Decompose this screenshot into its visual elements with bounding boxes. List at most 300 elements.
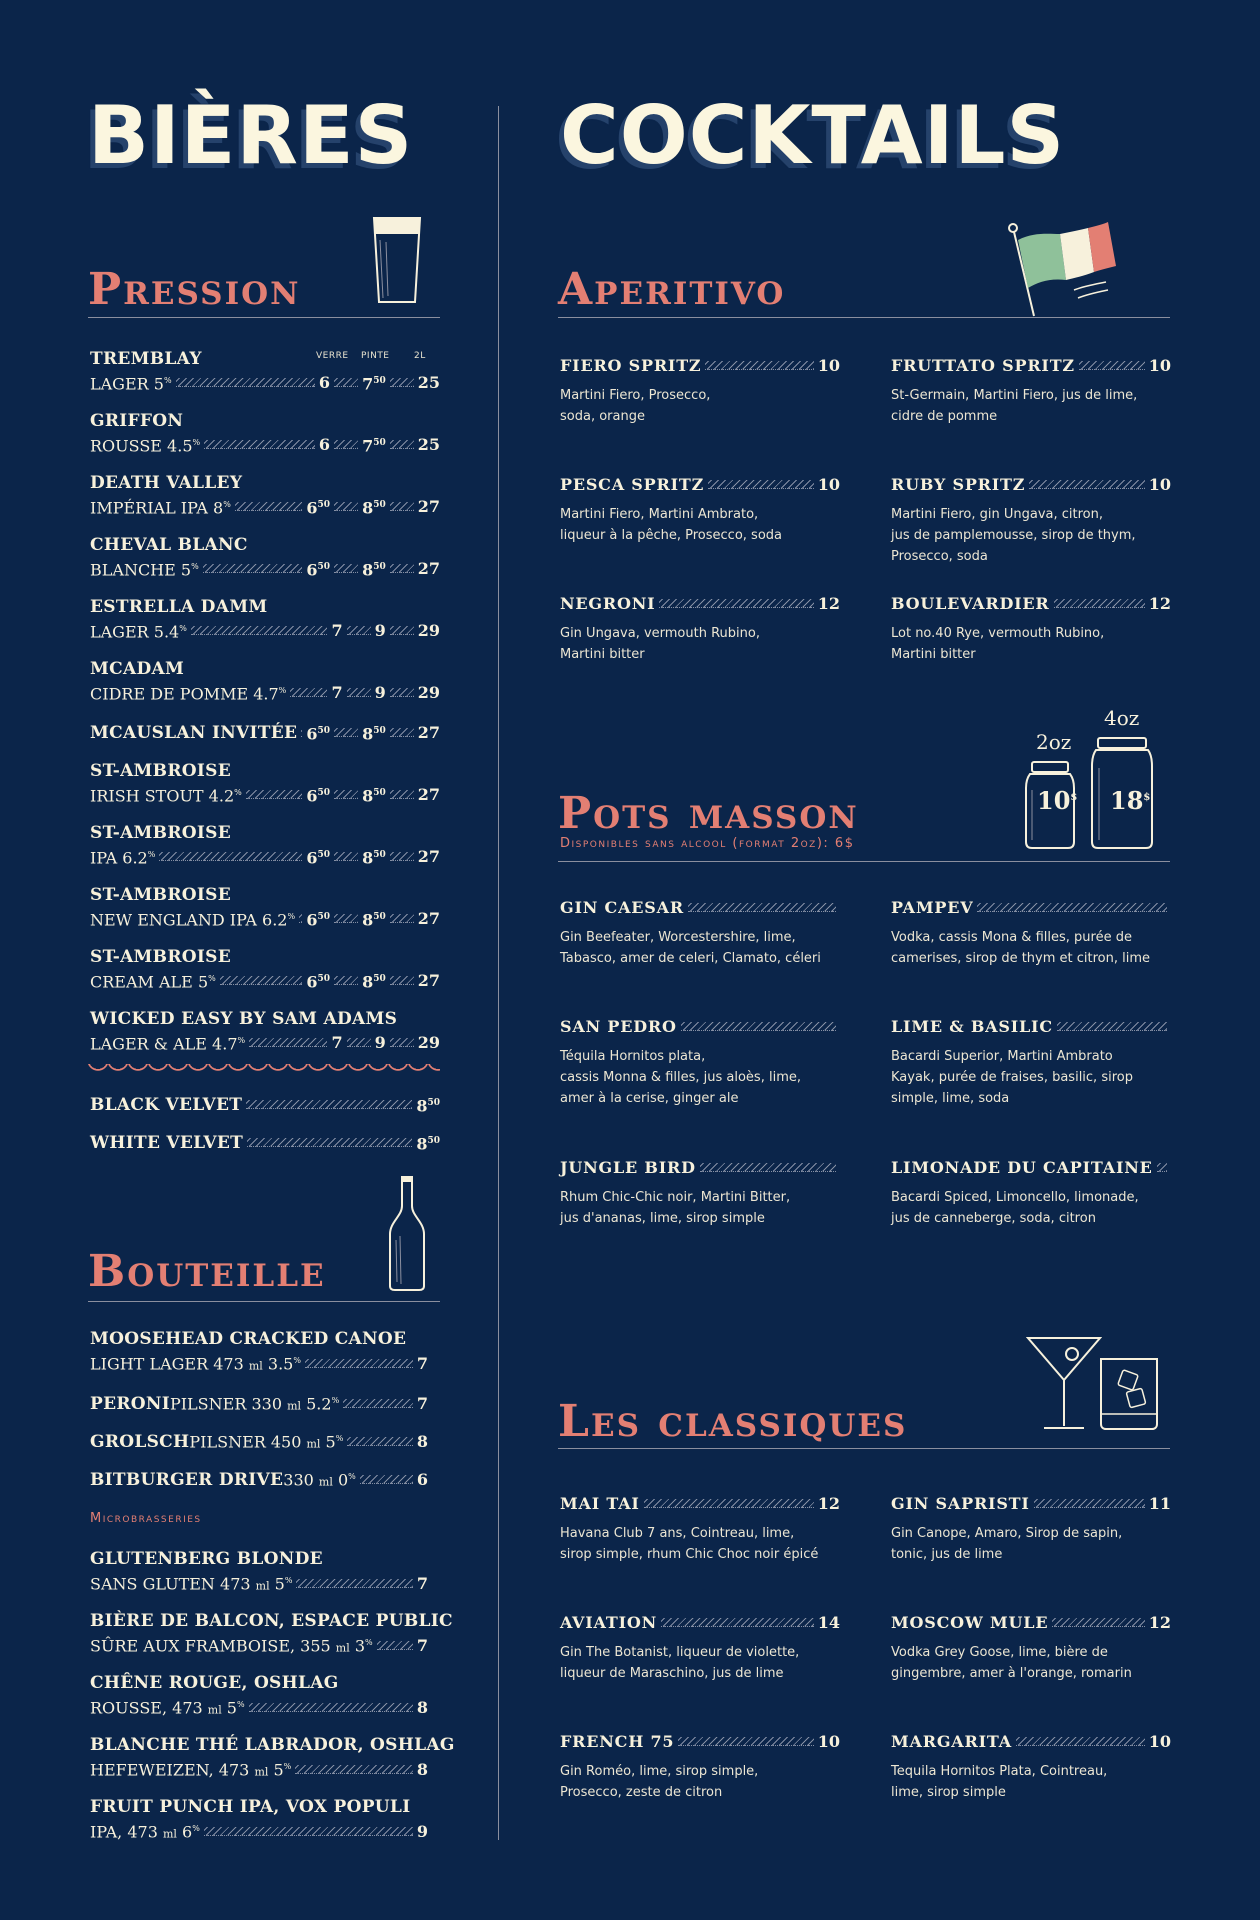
beer-style: CREAM ALE 5%: [90, 972, 216, 992]
abv-unit: %: [192, 1824, 200, 1833]
cocktail-description: Martini Fiero, Prosecco, soda, orange: [560, 388, 711, 424]
beer-name: MCADAM: [90, 659, 185, 679]
price-pinte: 9: [374, 620, 386, 640]
cocktail-title-line: [891, 898, 1171, 917]
abv-unit: %: [163, 376, 172, 385]
classiques-heading: Les classiques: [558, 1396, 908, 1447]
price-pinte-cents: 50: [373, 912, 386, 922]
volume-unit: ml: [318, 1475, 333, 1489]
cocktail-name: BOULEVARDIER: [891, 594, 1050, 613]
price-cents: 50: [427, 1098, 440, 1108]
dotted-leader: [334, 564, 358, 573]
beer-name: WICKED EASY BY SAM ADAMS: [90, 1009, 398, 1029]
abv-unit: %: [287, 912, 296, 921]
dotted-leader: [1052, 1618, 1144, 1627]
cocktail-title-line: [891, 1732, 1171, 1751]
cocktail-description: Téquila Hornitos plata, cassis Monna & filles, jus aloès, lime, amer à la cerise, ginger ale: [560, 1049, 801, 1106]
price-pinte: $8^{50}$: [362, 848, 386, 868]
bottle-line: [90, 1428, 428, 1455]
abv-unit: %: [284, 1576, 293, 1585]
dotted-leader: [977, 903, 1167, 912]
pression-line: [90, 494, 440, 519]
price-pinte-cents: 50: [373, 788, 386, 798]
cocktail-title-line: [560, 356, 840, 375]
dotted-leader: [377, 1641, 413, 1650]
jar-large-price: [1110, 786, 1150, 815]
beer-name: ST-AMBROISE: [90, 947, 231, 967]
cocktail-price: 10: [1148, 1732, 1171, 1751]
dotted-leader: [191, 626, 328, 635]
aperitivo-rule: [558, 317, 1170, 318]
dotted-leader: [1079, 361, 1145, 370]
dotted-leader: [661, 1618, 814, 1627]
cocktail-price: 14: [817, 1613, 840, 1632]
abv-unit: %: [293, 1356, 301, 1365]
cocktail-title-line: [560, 1732, 840, 1751]
column-divider: [498, 106, 499, 1840]
cocktail-description: Bacardi Superior, Martini Ambrato Kayak, purée de fraises, basilic, sirop simple, lime, soda: [891, 1049, 1133, 1106]
beer-name: GROLSCH: [90, 1431, 190, 1452]
price-pinte-cents: 50: [373, 562, 386, 572]
cocktail-title-line: [560, 1494, 840, 1513]
pression-item: [90, 596, 440, 643]
pression-line: [90, 1030, 440, 1055]
beer-detail: ROUSSE, 473 ml 5%: [90, 1698, 245, 1718]
volume-unit: ml: [335, 1641, 350, 1655]
price-pinte: $8^{50}$: [362, 786, 386, 806]
cocktail-item: [560, 356, 840, 427]
dotted-leader: [343, 1399, 413, 1408]
cocktail-name: GIN CAESAR: [560, 898, 684, 917]
col-pinte-label: PINTE: [361, 351, 390, 361]
price-2l: 29: [417, 682, 440, 702]
abv-unit: %: [331, 1396, 340, 1405]
beer-detail: 330 ml 0%: [283, 1470, 356, 1490]
price-verre-cents: 50: [317, 912, 331, 922]
beer-name: CHÊNE ROUGE, OSHLAG: [90, 1673, 339, 1693]
price: 7: [416, 1573, 428, 1593]
beer-name: ST-AMBROISE: [90, 761, 231, 781]
price: 8: [416, 1431, 428, 1451]
bottle-item: [90, 1610, 453, 1659]
pression-item: [90, 822, 440, 869]
cocktail-item: [891, 594, 1171, 665]
price-verre: $6^{50}$: [306, 972, 331, 992]
beer-detail: SÛRE AUX FRAMBOISE, 355 ml 3%: [90, 1636, 373, 1656]
dotted-leader: [390, 626, 414, 635]
dotted-leader: [390, 440, 414, 449]
price-verre: 6: [318, 434, 331, 454]
bouteille-heading: Bouteille: [88, 1246, 326, 1297]
bottle-line: [90, 1694, 428, 1721]
dotted-leader: [334, 728, 358, 737]
beer-style: LAGER & ALE 4.7%: [90, 1034, 246, 1054]
beer-style: BLANCHE 5%: [90, 560, 199, 580]
dotted-leader: [249, 1038, 327, 1047]
pression-item: [90, 760, 440, 807]
abv-unit: %: [192, 438, 201, 447]
pots-heading: Pots masson: [558, 788, 859, 839]
dotted-leader: [688, 903, 836, 912]
cocktail-price: 10: [817, 1732, 840, 1751]
price: 8: [416, 1697, 428, 1717]
price-verre-cents: 50: [317, 974, 331, 984]
beer-name: ESTRELLA DAMM: [90, 597, 268, 617]
cocktail-title-line: [891, 356, 1171, 375]
cocktail-title-line: [891, 1613, 1171, 1632]
beer-name: ST-AMBROISE: [90, 823, 231, 843]
cocktail-name: LIME & BASILIC: [891, 1017, 1053, 1036]
price-verre-cents: 50: [317, 500, 331, 510]
dotted-leader: [390, 914, 414, 923]
dotted-leader: [390, 688, 414, 697]
abv-unit: %: [223, 500, 231, 509]
dotted-leader: [334, 378, 358, 387]
beer-style: CIDRE DE POMME 4.7%: [90, 684, 287, 704]
cocktail-item: [891, 898, 1171, 969]
abv-unit: %: [365, 1638, 373, 1647]
abv-unit: %: [283, 1762, 292, 1771]
bottle-line: [90, 1570, 428, 1597]
jar-large-label: 4oz: [1104, 706, 1140, 730]
abv-unit: %: [335, 1434, 344, 1443]
beer-name: FRUIT PUNCH IPA, VOX POPULI: [90, 1797, 411, 1817]
velvet-line: [90, 1130, 440, 1155]
micro-label: Microbrasseries: [90, 1511, 202, 1526]
velvet-item: [90, 1130, 440, 1155]
price-pinte: $8^{50}$: [362, 724, 386, 744]
cocktail-item: [560, 1017, 840, 1109]
cocktail-name: NEGRONI: [560, 594, 656, 613]
dotted-leader: [708, 480, 814, 489]
price-pinte: $7^{50}$: [362, 374, 386, 394]
cocktail-description: Gin Beefeater, Worcestershire, lime, Tabasco, amer de celeri, Clamato, céleri: [560, 930, 821, 966]
beer-detail: PILSNER 450 ml 5%: [189, 1432, 344, 1452]
beer-name: BIÈRE DE BALCON, ESPACE PUBLIC: [90, 1611, 453, 1631]
price: 7: [416, 1393, 428, 1413]
cocktail-name: JUNGLE BIRD: [560, 1158, 696, 1177]
bottle-line: [90, 1350, 428, 1377]
abv-unit: %: [236, 1700, 245, 1709]
cocktail-item: [560, 1494, 840, 1565]
cocktail-description: Havana Club 7 ans, Cointreau, lime, sirop simple, rhum Chic Choc noir épicé: [560, 1526, 819, 1562]
price-pinte: $8^{50}$: [362, 498, 386, 518]
bottle-line: [90, 1756, 428, 1783]
jar-large-currency: $: [1143, 792, 1151, 803]
price-2l: 27: [417, 846, 440, 866]
bottle-line: [90, 1818, 428, 1845]
col-verre-label: VERRE: [316, 351, 349, 361]
cocktail-description: Bacardi Spiced, Limoncello, limonade, jus de canneberge, soda, citron: [891, 1190, 1139, 1226]
cocktail-item: [891, 356, 1171, 427]
dotted-leader: [290, 688, 327, 697]
price-verre: $6^{50}$: [306, 724, 331, 744]
price-pinte-cents: 50: [373, 376, 386, 386]
bottle-line: [90, 1390, 428, 1417]
cocktail-title-line: [560, 1613, 840, 1632]
price-verre-cents: 50: [317, 562, 331, 572]
cocktail-description: Gin Canope, Amaro, Sirop de sapin, tonic, jus de lime: [891, 1526, 1123, 1562]
dotted-leader: [204, 440, 315, 449]
price-cents: 50: [427, 1136, 440, 1146]
beer-detail: HEFEWEIZEN, 473 ml 5%: [90, 1760, 292, 1780]
dotted-leader: [334, 976, 358, 985]
volume-unit: ml: [306, 1437, 321, 1451]
bottle-item: [90, 1328, 428, 1377]
cocktail-price: 12: [817, 594, 840, 613]
cocktail-item: [560, 1158, 840, 1229]
pression-line: [90, 844, 440, 869]
dotted-leader: [334, 440, 358, 449]
cocktail-description: Martini Fiero, Martini Ambrato, liqueur à la pêche, Prosecco, soda: [560, 507, 782, 543]
pint-glass-icon: [368, 212, 426, 308]
cocktail-name: MOSCOW MULE: [891, 1613, 1049, 1632]
dotted-leader: [390, 976, 414, 985]
pression-line: [90, 556, 440, 581]
cocktail-item: [891, 475, 1171, 567]
martini-glass-icon: [1026, 1334, 1102, 1432]
cocktail-price: 10: [1148, 356, 1171, 375]
dotted-leader: [246, 1100, 412, 1109]
cocktail-title-line: [560, 898, 840, 917]
price-verre: 7: [331, 682, 343, 702]
beer-name: CHEVAL BLANC: [90, 535, 248, 555]
abv-unit: %: [348, 1472, 356, 1481]
cocktail-title-line: [560, 594, 840, 613]
beer-detail: PILSNER 330 ml 5.2%: [169, 1394, 340, 1414]
beer-detail: IPA, 473 ml 6%: [90, 1822, 200, 1842]
volume-unit: ml: [255, 1579, 270, 1593]
dotted-leader: [159, 852, 302, 861]
cocktail-name: SAN PEDRO: [560, 1017, 677, 1036]
bottle-item: [90, 1466, 428, 1493]
bottle-line: [90, 1632, 428, 1659]
jar-small-label: 2oz: [1036, 730, 1072, 754]
dotted-leader: [347, 1437, 413, 1446]
dotted-leader: [705, 361, 813, 370]
dotted-leader: [1016, 1737, 1145, 1746]
dotted-leader: [295, 1765, 413, 1774]
dotted-leader: [700, 1163, 836, 1172]
dotted-leader: [390, 728, 414, 737]
volume-unit: ml: [287, 1399, 302, 1413]
price-2l: 27: [417, 722, 440, 742]
pression-line: [90, 906, 440, 931]
pression-line: [90, 432, 440, 457]
abv-unit: %: [179, 624, 187, 633]
dotted-leader: [390, 790, 414, 799]
cocktail-description: Gin The Botanist, liqueur de violette, liqueur de Maraschino, jus de lime: [560, 1645, 800, 1681]
dotted-leader: [390, 564, 414, 573]
dotted-leader: [204, 1827, 413, 1836]
pression-item: [90, 472, 440, 519]
dotted-leader: [299, 914, 302, 923]
cocktail-name: FRUTTATO SPRITZ: [891, 356, 1075, 375]
price-verre: $6^{50}$: [306, 560, 331, 580]
price-2l: 27: [417, 908, 440, 928]
dotted-leader: [644, 1499, 814, 1508]
price-verre: 7: [331, 1032, 343, 1052]
pots-rule: [558, 861, 1170, 862]
cocktail-name: FIERO SPRITZ: [560, 356, 702, 375]
cocktail-name: PAMPEV: [891, 898, 974, 917]
volume-unit: ml: [248, 1359, 263, 1373]
cocktail-item: [560, 1732, 840, 1803]
col-2l-label: 2L: [414, 351, 426, 361]
dotted-leader: [247, 1138, 412, 1147]
cocktail-item: [891, 1494, 1171, 1565]
price: 6: [416, 1469, 428, 1489]
cocktail-price: 12: [817, 1494, 840, 1513]
price-verre: $6^{50}$: [306, 910, 331, 930]
dotted-leader: [1157, 1163, 1167, 1172]
beer-style: ROUSSE 4.5%: [90, 436, 201, 456]
cocktail-name: AVIATION: [560, 1613, 658, 1632]
price-pinte: $8^{50}$: [362, 972, 386, 992]
beer-style: IPA 6.2%: [90, 848, 156, 868]
pression-item: [90, 348, 440, 395]
dotted-leader: [334, 852, 358, 861]
abv-unit: %: [237, 1036, 246, 1045]
dotted-leader: [390, 852, 414, 861]
pression-item: [90, 534, 440, 581]
dotted-leader: [235, 502, 303, 511]
abv-unit: %: [147, 850, 156, 859]
pression-line: [90, 370, 440, 395]
bottle-line: [90, 1466, 428, 1493]
price-2l: 29: [417, 620, 440, 640]
bottle-item: [90, 1548, 428, 1597]
cocktail-name: PESCA SPRITZ: [560, 475, 705, 494]
dotted-leader: [390, 1038, 414, 1047]
jar-small-price: [1037, 786, 1077, 815]
price-verre: 7: [331, 620, 343, 640]
pression-item: [90, 1008, 440, 1055]
dotted-leader: [360, 1475, 413, 1484]
dotted-leader: [334, 502, 358, 511]
cocktail-name: MAI TAI: [560, 1494, 640, 1513]
price-verre: $6^{50}$: [306, 498, 331, 518]
cocktail-item: [891, 1613, 1171, 1684]
cocktails-title: COCKTAILS: [560, 89, 1066, 182]
beer-name: WHITE VELVET: [90, 1132, 244, 1153]
cocktail-item: [560, 898, 840, 969]
cocktail-item: [891, 1017, 1171, 1109]
dotted-leader: [347, 626, 371, 635]
pression-line: [90, 680, 440, 705]
price-2l: 29: [417, 1032, 440, 1052]
dotted-leader: [390, 502, 414, 511]
price-verre-cents: 50: [317, 788, 331, 798]
pression-line: [90, 618, 440, 643]
bottle-item: [90, 1672, 428, 1721]
pots-subtitle: Disponibles sans alcool (format 2oz): 6$: [560, 836, 855, 851]
price: $8^{50}$: [416, 1134, 440, 1154]
beer-style: IMPÉRIAL IPA 8%: [90, 498, 231, 518]
dotted-leader: [249, 1703, 413, 1712]
price-verre-cents: 50: [317, 850, 331, 860]
price: 8: [416, 1759, 428, 1779]
cocktail-price: 11: [1148, 1494, 1171, 1513]
cocktail-description: St-Germain, Martini Fiero, jus de lime, cidre de pomme: [891, 388, 1138, 424]
pression-line: [90, 720, 440, 745]
price-2l: 27: [417, 496, 440, 516]
abv-unit: %: [234, 788, 242, 797]
price-2l: 25: [417, 372, 440, 392]
cocktail-name: LIMONADE DU CAPITAINE: [891, 1158, 1153, 1177]
dotted-leader: [246, 790, 303, 799]
cocktail-title-line: [891, 475, 1171, 494]
cocktail-title-line: [560, 1017, 840, 1036]
dotted-leader: [220, 976, 303, 985]
bouteille-rule: [88, 1301, 440, 1302]
pression-item: [90, 410, 440, 457]
velvet-item: [90, 1092, 440, 1117]
price-pinte-cents: 50: [373, 850, 386, 860]
cocktail-price: 10: [817, 356, 840, 375]
cocktail-description: Lot no.40 Rye, vermouth Rubino, Martini bitter: [891, 626, 1105, 662]
cocktail-item: [560, 475, 840, 546]
aperitivo-heading: Aperitivo: [558, 264, 786, 315]
volume-unit: ml: [207, 1703, 222, 1717]
cocktail-description: Vodka Grey Goose, lime, bière de gingembre, amer à l'orange, romarin: [891, 1645, 1132, 1681]
price-verre: $6^{50}$: [306, 848, 331, 868]
price-pinte-cents: 50: [373, 726, 386, 736]
price-2l: 27: [417, 970, 440, 990]
abv-unit: %: [191, 562, 199, 571]
dotted-leader: [1034, 1499, 1145, 1508]
price-pinte: $7^{50}$: [362, 436, 386, 456]
price-2l: 25: [417, 434, 440, 454]
volume-unit: ml: [254, 1765, 269, 1779]
jar-large-price-value: 18: [1110, 786, 1144, 815]
cocktail-price: 10: [1148, 475, 1171, 494]
pression-line: [90, 968, 440, 993]
beer-name: ST-AMBROISE: [90, 885, 231, 905]
cocktail-title-line: [891, 1017, 1171, 1036]
bottle-item: [90, 1390, 428, 1417]
cocktail-name: RUBY SPRITZ: [891, 475, 1026, 494]
price-pinte-cents: 50: [373, 438, 386, 448]
cocktail-description: Vodka, cassis Mona & filles, purée de camerises, sirop de thym et citron, lime: [891, 930, 1151, 966]
dotted-leader: [1054, 599, 1145, 608]
cocktail-title-line: [891, 1158, 1171, 1177]
pression-item: [90, 946, 440, 993]
bottle-item: [90, 1796, 428, 1845]
price: 7: [416, 1353, 428, 1373]
price-pinte: 9: [374, 682, 386, 702]
beer-name: MOOSEHEAD CRACKED CANOE: [90, 1329, 407, 1349]
cocktail-title-line: [560, 1158, 840, 1177]
cocktail-title-line: [560, 475, 840, 494]
price-pinte-cents: 50: [373, 974, 386, 984]
pression-heading: Pression: [88, 264, 301, 315]
dotted-leader: [659, 599, 813, 608]
beer-detail: SANS GLUTEN 473 ml 5%: [90, 1574, 293, 1594]
dotted-leader: [176, 378, 315, 387]
bieres-title: BIÈRES: [88, 89, 414, 182]
dotted-leader: [681, 1022, 836, 1031]
rocks-glass-icon: [1098, 1356, 1160, 1432]
dotted-leader: [347, 1038, 371, 1047]
cocktail-description: Tequila Hornitos Plata, Cointreau, lime, sirop simple: [891, 1764, 1108, 1800]
price-pinte-cents: 50: [373, 500, 386, 510]
volume-unit: ml: [162, 1827, 177, 1841]
jar-small-price-value: 10: [1037, 786, 1071, 815]
price: 9: [416, 1821, 428, 1841]
pression-item: [90, 884, 440, 931]
cocktail-price: 10: [817, 475, 840, 494]
